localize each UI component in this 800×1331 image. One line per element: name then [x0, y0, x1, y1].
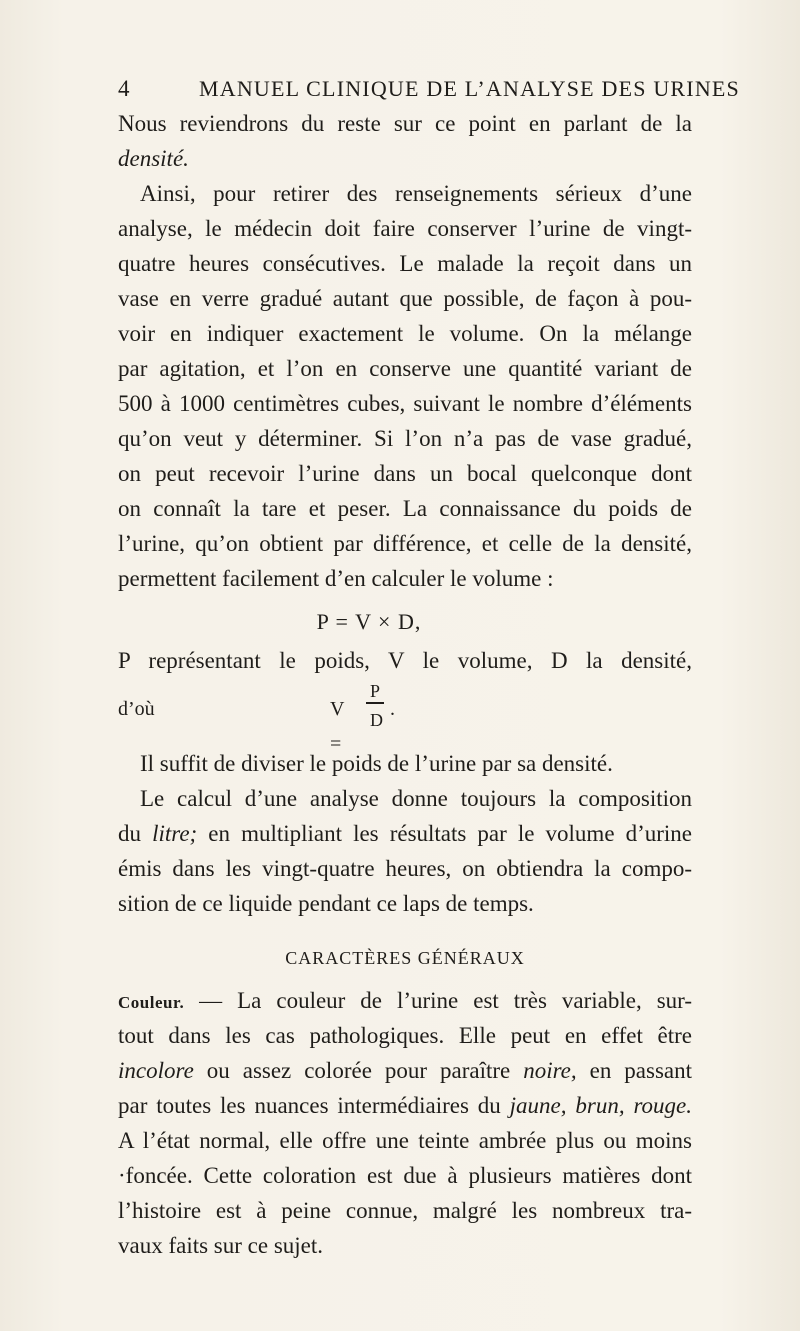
- text-line: on peut recevoir l’urine dans un bocal quelconque dont: [118, 461, 692, 486]
- formula-legend: P représentant le poids, V le volume, D la densité,: [118, 648, 692, 673]
- running-head: [118, 76, 740, 106]
- text-line: Ainsi, pour retirer des renseignements sérieux d’une: [140, 181, 692, 206]
- text-line: du litre; en multipliant les résultats par le volume d’urine: [118, 821, 693, 846]
- text-line: 500 à 1000 centimètres cubes, suivant le nombre d’éléments: [118, 391, 692, 416]
- paragraph-lead: Couleur.: [118, 993, 185, 1012]
- fraction-lhs: V =: [330, 698, 345, 755]
- paragraph-2: [118, 176, 692, 596]
- running-title: MANUEL CLINIQUE DE L’ANALYSE DES URINES: [199, 76, 740, 101]
- formula-weight: P = V × D,: [316, 609, 422, 634]
- text-line: permettent facilement d’en calculer le volume :: [118, 566, 554, 591]
- paragraph-5: [118, 781, 692, 921]
- formula-lead: d’où: [118, 698, 155, 720]
- text-line: densité.: [118, 146, 189, 171]
- text-line: par agitation, et l’on en conserve une quantité variant de: [118, 356, 692, 381]
- text-line: incolore ou assez colorée pour paraître noire, en passant: [118, 1058, 692, 1083]
- text-line: voir en indiquer exactement le volume. On la mélange: [118, 321, 692, 346]
- text-line: Le calcul d’une analyse donne toujours la composition: [140, 786, 692, 811]
- text-line: vase en verre gradué autant que possible, de façon à pou-: [118, 286, 692, 311]
- text-line: quatre heures consécutives. Le malade la reçoit dans un: [118, 251, 692, 276]
- text-line: ·foncée. Cette coloration est due à plusieurs matières dont: [118, 1163, 692, 1188]
- paragraph-4: Il suffit de diviser le poids de l’urine par sa densité.: [140, 751, 613, 776]
- formula-volume: [118, 678, 692, 755]
- body-text: [118, 106, 692, 1263]
- fraction-end: .: [390, 698, 395, 720]
- text-line: analyse, le médecin doit faire conserver l’urine de vingt-: [118, 216, 692, 241]
- paragraph-1: [118, 106, 692, 176]
- section-heading: CARACTÈRES GÉNÉRAUX: [285, 948, 525, 968]
- text-line: sition de ce liquide pendant ce laps de temps.: [118, 891, 534, 916]
- text-line: Couleur. — La couleur de l’urine est très variable, sur-: [118, 988, 693, 1013]
- text-line: A l’état normal, elle offre une teinte ambrée plus ou moins: [118, 1128, 692, 1153]
- page-number: 4: [118, 76, 131, 101]
- fraction-denominator: D: [370, 710, 383, 730]
- fraction-numerator: P: [370, 681, 381, 701]
- paragraph-6: [118, 983, 692, 1263]
- text-line: qu’on veut y déterminer. Si l’on n’a pas de vase gradué,: [118, 426, 692, 451]
- text-line: Nous reviendrons du reste sur ce point en parlant de la: [118, 111, 692, 136]
- text-line: par toutes les nuances intermédiaires du jaune, brun, rouge.: [118, 1093, 692, 1118]
- text-line: vaux faits sur ce sujet.: [118, 1233, 324, 1258]
- text-line: émis dans les vingt-quatre heures, on obtiendra la compo-: [118, 856, 692, 881]
- text-line: on connaît la tare et peser. La connaissance du poids de: [118, 496, 692, 521]
- text-line: tout dans les cas pathologiques. Elle peut en effet être: [118, 1023, 692, 1048]
- text-line: l’histoire est à peine connue, malgré les nombreux tra-: [118, 1198, 692, 1223]
- text-line: l’urine, qu’on obtient par différence, et celle de la densité,: [118, 531, 692, 556]
